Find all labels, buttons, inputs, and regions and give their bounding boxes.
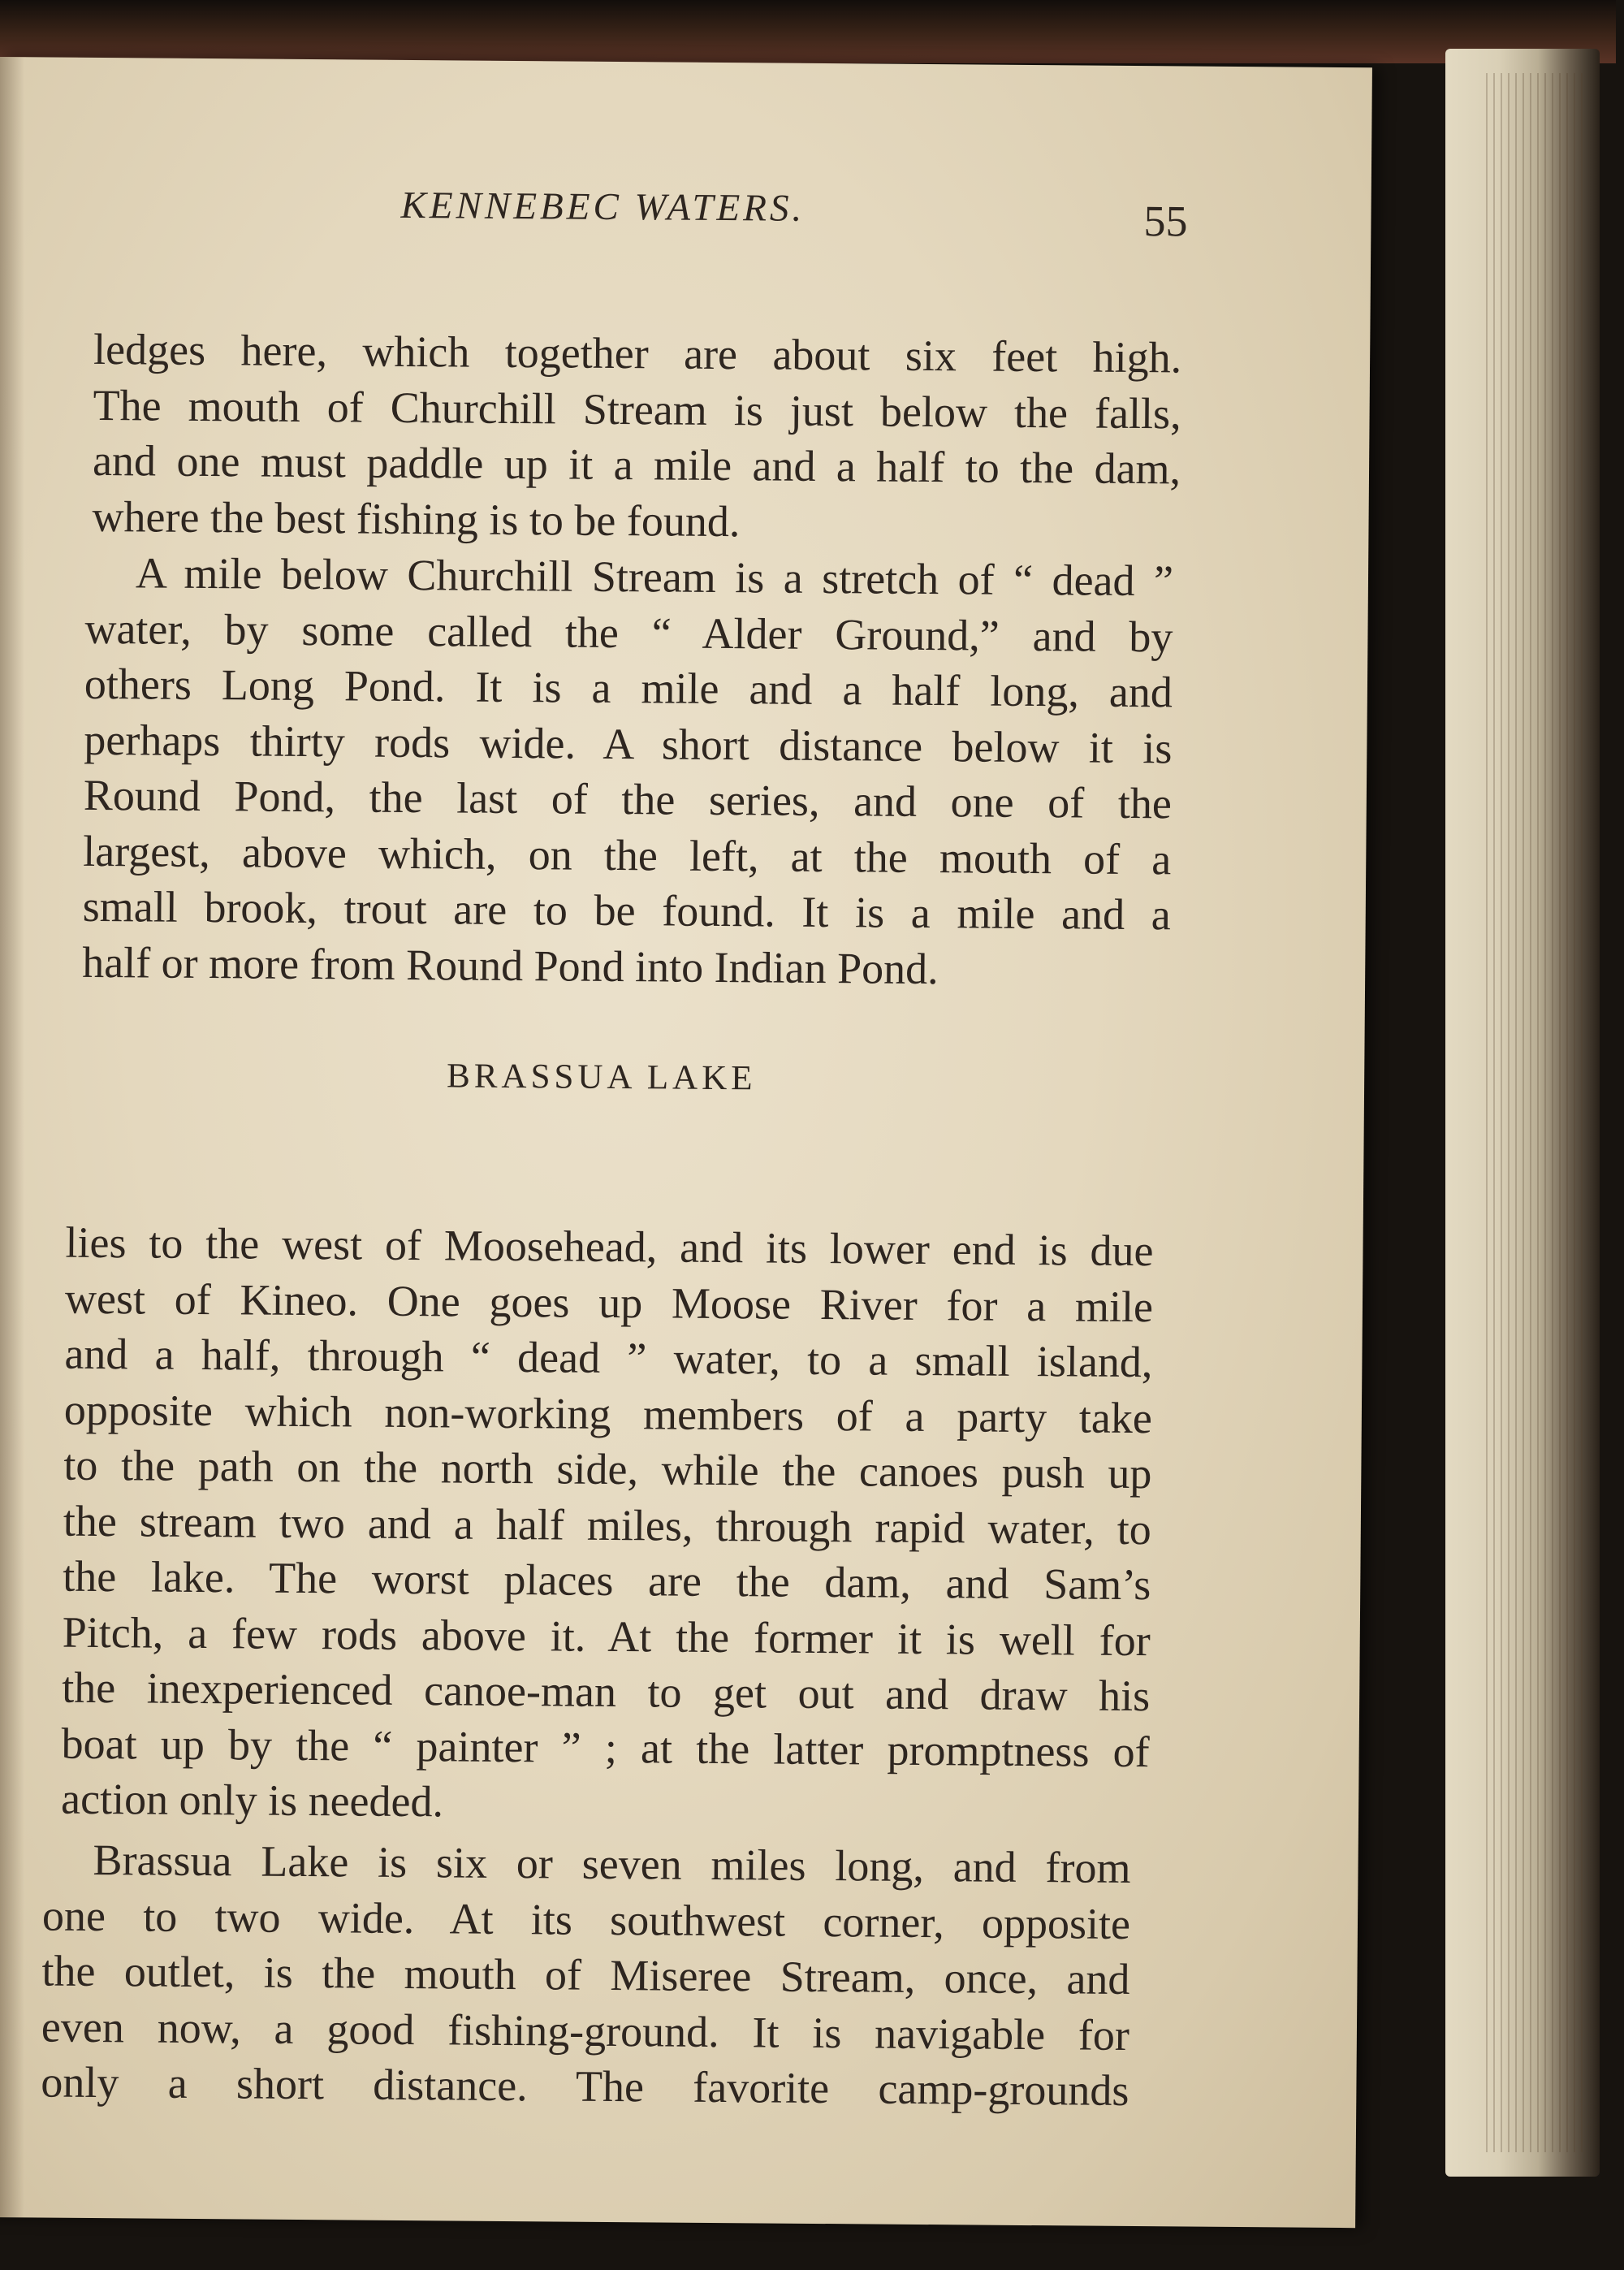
paragraph-2-line: Round Pond, the last of the series, and one of the bbox=[83, 770, 1173, 828]
book-page bbox=[0, 57, 1372, 2228]
paragraph-2-line: largest, above which, on the left, at the mouth of a bbox=[83, 826, 1172, 884]
page-content bbox=[0, 57, 1372, 2228]
paragraph-4-line: even now, a good fishing-ground. It is navigable for bbox=[41, 2001, 1130, 2060]
paragraph-2-line: water, by some called the “ Alder Ground,” and by bbox=[84, 603, 1173, 661]
paragraph-3-line: the inexperienced canoe-man to get out and draw his bbox=[61, 1663, 1151, 1721]
paragraph-4-line: only a short distance. The favorite camp-grounds bbox=[41, 2057, 1129, 2115]
paragraph-4-line: the outlet, is the mouth of Miseree Stream, once, and bbox=[41, 1946, 1130, 2004]
paragraph-1-line: where the best fishing is to be found. bbox=[92, 491, 741, 546]
page-gutter-shadow bbox=[0, 57, 24, 2217]
paragraph-3-line: the lake. The worst places are the dam, and Sam’s bbox=[63, 1551, 1151, 1610]
paragraph-3-line: action only is needed. bbox=[60, 1774, 444, 1827]
book-binding-top bbox=[0, 0, 1616, 63]
paragraph-3-line: and a half, through “ dead ” water, to a small island, bbox=[64, 1329, 1153, 1387]
paragraph-2-line: A mile below Churchill Stream is a stretch of “ dead ” bbox=[135, 548, 1174, 606]
paragraph-4 bbox=[41, 1831, 1131, 2118]
page-number: 55 bbox=[1143, 197, 1188, 246]
paragraph-3-line: the stream two and a half miles, through rapid water, to bbox=[63, 1496, 1152, 1554]
paragraph-3-line: to the path on the north side, while the canoes push up bbox=[63, 1440, 1152, 1498]
paragraph-2-line: others Long Pond. It is a mile and a half long, and bbox=[84, 659, 1173, 717]
paragraph-3-line: opposite which non-working members of a party take bbox=[63, 1385, 1153, 1442]
paragraph-3-line: boat up by the “ painter ” ; at the latter promptness of bbox=[61, 1719, 1150, 1776]
paragraph-3 bbox=[61, 1215, 1154, 1835]
paragraph-1-line: and one must paddle up it a mile and a half to the dam, bbox=[92, 435, 1181, 494]
section-heading: BRASSUA LAKE bbox=[446, 1057, 757, 1098]
paragraph-4-line: one to two wide. At its southwest corner, opposite bbox=[41, 1890, 1131, 1948]
paragraph-1-line: The mouth of Churchill Stream is just below the falls, bbox=[93, 380, 1181, 438]
paragraph-2 bbox=[82, 545, 1173, 999]
paragraph-3-line: west of Kineo. One goes up Moose River for a mile bbox=[64, 1273, 1154, 1331]
paragraph-2-line: small brook, trout are to be found. It is a mile and a bbox=[82, 881, 1171, 940]
paragraph-3-line: Pitch, a few rods above it. At the former it is well for bbox=[62, 1607, 1151, 1665]
paragraph-1-line: ledges here, which together are about six feet high. bbox=[93, 324, 1182, 383]
running-head: KENNEBEC WATERS. bbox=[400, 184, 806, 230]
paragraph-1 bbox=[92, 322, 1181, 553]
page-edge-lines bbox=[1486, 73, 1583, 2152]
paragraph-4-line: Brassua Lake is six or seven miles long, and from bbox=[93, 1835, 1131, 1893]
paragraph-3-line: lies to the west of Moosehead, and its lower end is due bbox=[65, 1217, 1154, 1276]
paragraph-2-line: perhaps thirty rods wide. A short distance below it is bbox=[84, 715, 1173, 772]
paragraph-2-line: half or more from Round Pond into Indian Pond. bbox=[82, 937, 939, 993]
